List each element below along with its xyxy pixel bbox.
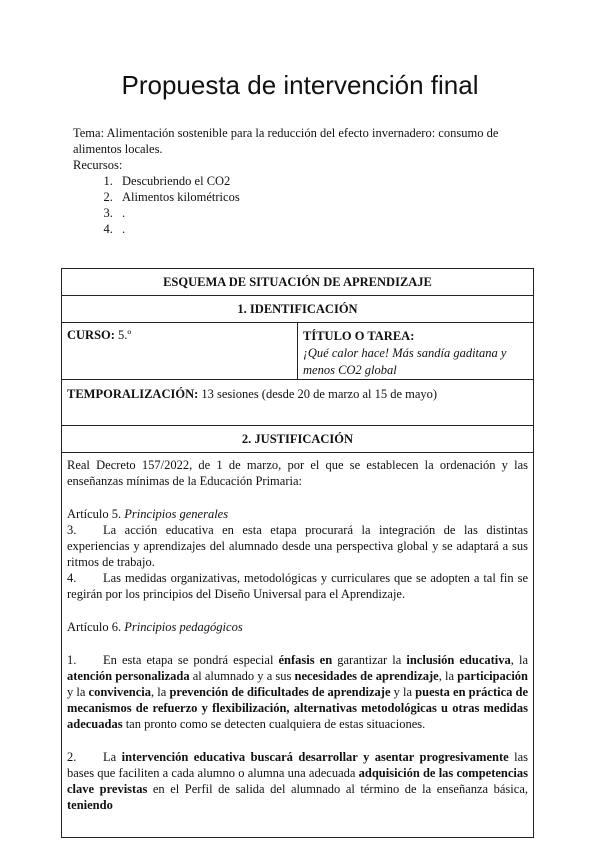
temporalizacion-cell: [62, 380, 534, 426]
articulo-6-prefix: Artículo 6.: [67, 620, 122, 634]
section-justificacion-title: 2. JUSTIFICACIÓN: [62, 426, 534, 453]
esquema-table: [61, 268, 534, 838]
tema-label: Tema:: [73, 126, 105, 140]
paragraph-number: 4.: [67, 571, 77, 585]
esquema-title: ESQUEMA DE SITUACIÓN DE APRENDIZAJE: [62, 269, 534, 296]
bold-text-run: teniendo: [67, 798, 113, 812]
temporalizacion-label: TEMPORALIZACIÓN:: [67, 387, 199, 401]
paragraph-text: La acción educativa en esta etapa procurará la integración de las distintas experiencias y aprendizajes del alumnado desde una perspectiva global y se adaptará a sus ritmos de trabajo.: [67, 523, 528, 569]
bold-text-run: prevención de dificultades de aprendizaje: [169, 685, 391, 699]
bold-text-run: énfasis en: [278, 653, 338, 667]
text-run: garantizar la: [337, 653, 407, 667]
list-item: 4. .: [116, 221, 513, 237]
tema-line: [73, 125, 513, 157]
text-run: en el Perfil de salida del alumnado al término de la enseñanza básica,: [147, 782, 528, 796]
list-item: 2. Alimentos kilométricos: [116, 189, 513, 205]
list-item: 3. .: [116, 205, 513, 221]
page-title: Propuesta de intervención final: [121, 70, 479, 100]
titulo-label: TÍTULO O TAREA:: [303, 329, 415, 343]
bold-text-run: adquisición de las competencias clave previstas: [67, 766, 528, 796]
paragraph-number: 2.: [67, 750, 77, 764]
section-identificacion-title: 1. IDENTIFICACIÓN: [62, 296, 534, 323]
articulo-6-heading: [67, 619, 528, 635]
titulo-cell: [298, 323, 534, 380]
curso-label: CURSO:: [67, 328, 115, 342]
temporalizacion-value: 13 sesiones (desde 20 de marzo al 15 de mayo): [201, 387, 438, 401]
articulo-5-prefix: Artículo 5.: [67, 507, 122, 521]
intro-block: [73, 125, 513, 237]
articulo-6-paragraph-2: [67, 749, 528, 813]
articulo-5-title: Principios generales: [124, 507, 229, 521]
justificacion-body: [62, 453, 534, 838]
text-run: , la: [510, 653, 528, 667]
paragraph-text: [67, 653, 528, 731]
titulo-value: ¡Qué calor hace! Más sandía gaditana y menos CO2 global: [303, 346, 507, 377]
bold-text-run: atención personalizada: [67, 669, 190, 683]
text-run: , la: [151, 685, 170, 699]
articulo-5-paragraph-4: [67, 570, 528, 602]
bold-text-run: necesidades de aprendizaje: [294, 669, 439, 683]
recursos-list: [73, 173, 513, 237]
tema-text: Alimentación sostenible para la reducción del efecto invernadero: consumo de alimentos locales.: [73, 126, 499, 156]
text-run: , la: [438, 669, 458, 683]
bold-text-run: participación: [457, 669, 528, 683]
text-run: La: [103, 750, 122, 764]
text-run: tan pronto como se detecten cualquiera de estas situaciones.: [122, 717, 426, 731]
bold-text-run: intervención educativa buscará desarrollar y asentar progresivamente: [121, 750, 509, 764]
curso-cell: [62, 323, 298, 380]
bold-text-run: puesta en práctica de mecanismos de refuerzo y flexibilización, alternativas metodológicas u otras medidas adecuadas: [67, 685, 529, 731]
articulo-5-paragraph-3: [67, 522, 528, 570]
paragraph-number: 3.: [67, 523, 77, 537]
list-item: 1. Descubriendo el CO2: [116, 173, 513, 189]
text-run: En esta etapa se pondrá especial: [103, 653, 279, 667]
articulo-6-paragraph-1: [67, 652, 528, 732]
text-run: las bases que faciliten a cada alumno o alumna una adecuada: [67, 750, 529, 780]
curso-value: 5.º: [118, 328, 132, 342]
articulo-5-heading: [67, 506, 528, 522]
paragraph-number: 1.: [67, 653, 77, 667]
recursos-label: Recursos:: [73, 158, 123, 172]
text-run: al alumnado y a sus: [189, 669, 295, 683]
text-run: y la: [67, 685, 89, 699]
text-run: y la: [390, 685, 416, 699]
paragraph-text: Las medidas organizativas, metodológicas y curriculares que se adopten a tal fin se regirán por los principios del Diseño Universal para el Aprendizaje.: [67, 571, 528, 601]
bold-text-run: inclusión educativa: [406, 653, 511, 667]
articulo-6-title: Principios pedagógicos: [124, 620, 243, 634]
paragraph-text: [67, 750, 528, 812]
real-decreto-text: Real Decreto 157/2022, de 1 de marzo, por el que se establecen la ordenación y las enseñanzas mínimas de la Educación Primaria:: [67, 458, 528, 488]
bold-text-run: convivencia: [88, 685, 152, 699]
